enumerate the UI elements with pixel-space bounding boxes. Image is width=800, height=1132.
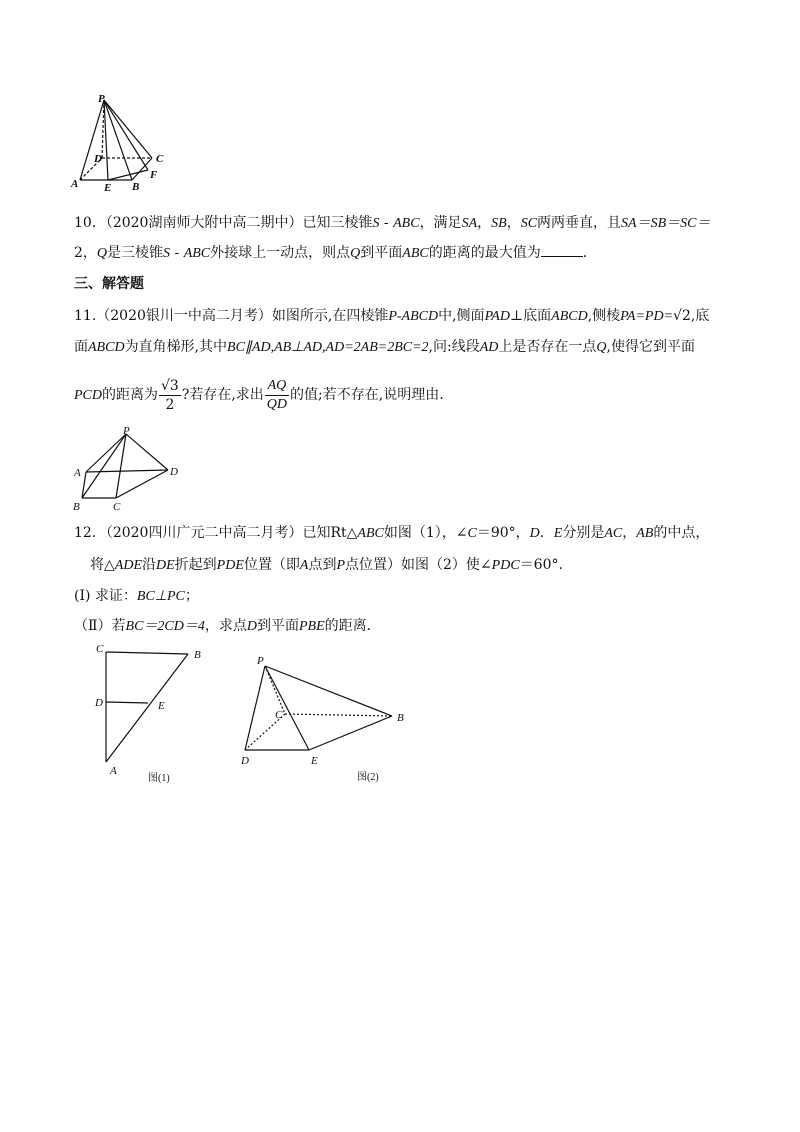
fig9-label-C: C: [156, 153, 164, 165]
q10-line2: 2，Q是三棱锥S - ABC外接球上一动点，则点Q到平面ABC的距离的最大值为 ．: [74, 245, 597, 261]
fig2-label-D: D: [241, 755, 249, 767]
fraction-sqrt3-over-2: $\frac{√3}{2}$: [161, 377, 179, 413]
fraction-aq-over-qd: $\frac{AQ}{QD}$: [266, 377, 288, 412]
fig2-label-P: P: [257, 655, 264, 667]
fig11-label-A: A: [74, 467, 81, 479]
fig9-label-F: F: [150, 169, 158, 181]
fig1-label-C: C: [96, 643, 104, 655]
q10-line1: 10．（2020湖南师大附中高二期中）已知三棱锥S - ABC，满足SA，SB，SC两两垂直，且SA＝SB＝SC＝: [74, 215, 711, 231]
answer-blank: [541, 244, 583, 257]
q12-line2: 将△ADE沿DE折起到PDE位置（即A点到P点位置）如图（2）使∠PDC＝60°.: [90, 557, 563, 573]
fig11-label-C: C: [113, 501, 121, 513]
q12-line1: 12．（2020四川广元二中高二月考）已知Rt△ABC如图（1），∠C＝90°，D．E分别是AC，AB的中点，: [74, 525, 710, 541]
fig9-label-D: D: [94, 153, 102, 165]
fig11-label-B: B: [73, 501, 80, 513]
fig1-caption: 图(1): [148, 773, 170, 784]
q11-line3: PCD的距离为 $\frac{√3}{2}$ ?若存在,求出 $\frac{AQ}{QD}$ 的值;若不存在,说明理由.: [74, 377, 444, 413]
fig1-label-D: D: [95, 697, 103, 709]
q11-line2: 面ABCD为直角梯形,其中BC∥AD,AB⊥AD,AD=2AB=2BC=2,问:线段AD上是否存在一点Q,使得它到平面: [74, 339, 695, 355]
q12-part1: (Ⅰ) 求证：BC⊥PC；: [74, 588, 199, 604]
fig1-label-A: A: [110, 765, 117, 777]
fig2-label-B: B: [397, 712, 404, 724]
q11-line1: 11.（2020银川一中高二月考）如图所示,在四棱锥P-ABCD中,侧面PAD⊥底面ABCD,侧棱PA=PD=√2,底: [74, 308, 710, 324]
fig9-label-A: A: [71, 178, 79, 190]
pyramid-figure-top: [68, 92, 178, 192]
fig2-label-E: E: [311, 755, 318, 767]
fig11-label-D: D: [170, 466, 178, 478]
q12-part2: （Ⅱ）若BC＝2CD＝4，求点D到平面PBE的距离．: [74, 618, 381, 634]
fig9-label-E: E: [104, 182, 112, 192]
fig9-label-B: B: [132, 181, 140, 192]
fig1-label-B: B: [194, 649, 201, 661]
folded-solid-figure-2: [235, 650, 420, 785]
fig2-caption: 图(2): [357, 772, 379, 783]
section-title: 三、解答题: [74, 276, 144, 292]
fig1-label-E: E: [158, 700, 165, 712]
fig11-label-P: P: [123, 425, 130, 437]
fig9-label-P: P: [98, 93, 105, 105]
triangle-figure-1: [90, 640, 220, 785]
pyramid-figure-q11: [68, 424, 188, 514]
fig2-label-C: C: [275, 709, 283, 721]
